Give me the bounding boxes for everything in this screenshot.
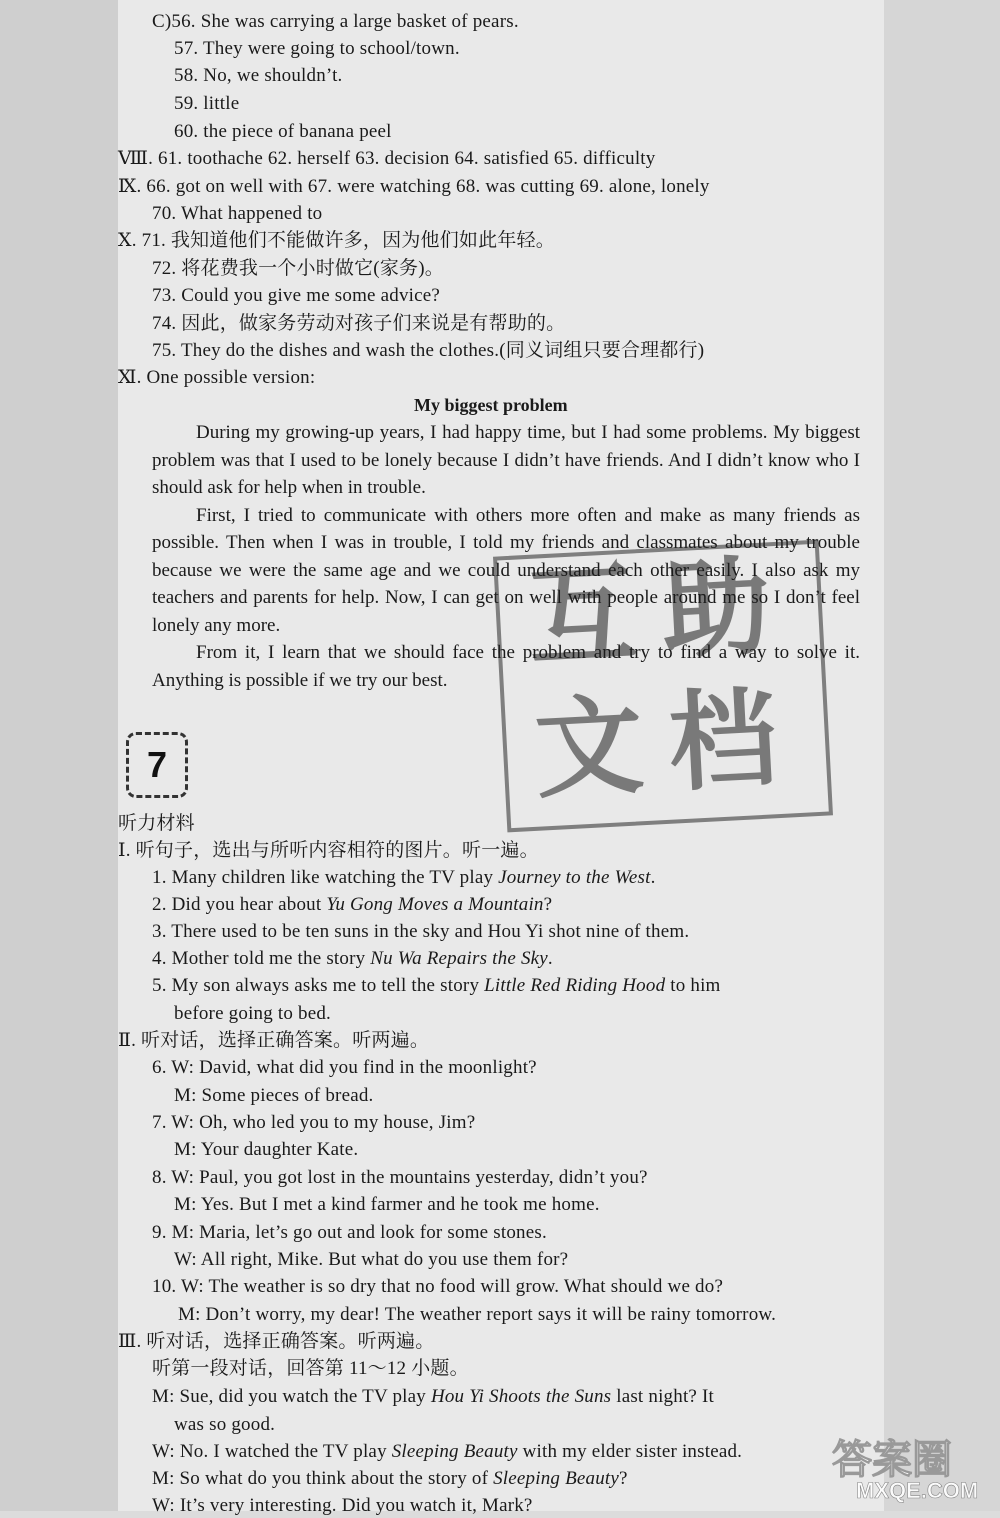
answer-line: 75. They do the dishes and wash the clothes.(同义词组只要合理都行) — [152, 340, 705, 361]
listening-line: 7. W: Oh, who led you to my house, Jim? — [152, 1112, 476, 1133]
answer-line: 59. little — [174, 93, 240, 114]
watermark-line-2: MXQE.COM — [856, 1478, 979, 1503]
listening-line: 8. W: Paul, you got lost in the mountains yesterday, didn’t you? — [152, 1167, 648, 1188]
listening-line: W: It’s very interesting. Did you watch it, Mark? — [152, 1495, 533, 1516]
listening-line: 10. W: The weather is so dry that no food will grow. What should we do? — [152, 1276, 724, 1297]
answer-line: C)56. She was carrying a large basket of pears. — [152, 11, 519, 32]
stamp-char-3: 文 — [531, 683, 647, 814]
watermark-line-1: 答案圈 — [832, 1437, 952, 1483]
listening-line: M: Sue, did you watch the TV play Hou Yi Shoots the Suns last night? It — [152, 1386, 715, 1407]
listening-line: W: All right, Mike. But what do you use them for? — [174, 1249, 569, 1270]
stamp-char-2: 助 — [658, 544, 774, 675]
listening-line: was so good. — [174, 1414, 276, 1435]
answer-line: 73. Could you give me some advice? — [152, 285, 441, 306]
answer-line: 57. They were going to school/town. — [174, 38, 460, 59]
listening-line: M: Don’t worry, my dear! The weather report says it will be rainy tomorrow. — [178, 1304, 777, 1325]
answer-line: Ⅺ. One possible version: — [118, 367, 316, 388]
listening-line: 2. Did you hear about Yu Gong Moves a Mountain? — [152, 894, 553, 915]
answer-line: Ⅸ. 66. got on well with 67. were watching 68. was cutting 69. alone, lonely — [118, 176, 710, 197]
listening-line: M: Your daughter Kate. — [174, 1139, 359, 1160]
essay-paragraph-1: During my growing-up years, I had happy time, but I had some problems. My biggest problem was that I used to be lonely because I didn’t have friends. And I didn’t know who I should ask for help when in trouble. — [152, 422, 860, 498]
answer-line: 74. 因此，做家务劳动对孩子们来说是有帮助的。 — [152, 313, 566, 334]
answer-line: Ⅹ. 71. 我知道他们不能做许多，因为他们如此年轻。 — [118, 230, 555, 251]
answer-line: Ⅷ. 61. toothache 62. herself 63. decision 64. satisfied 65. difficulty — [118, 148, 656, 169]
page-edge-left — [0, 0, 118, 1511]
listening-line: M: So what do you think about the story of Sleeping Beauty? — [152, 1468, 628, 1489]
listening-line: Ⅱ. 听对话，选择正确答案。听两遍。 — [118, 1030, 430, 1051]
answer-line: 72. 将花费我一个小时做它(家务)。 — [152, 258, 444, 279]
listening-line: 9. M: Maria, let’s go out and look for some stones. — [152, 1222, 547, 1243]
listening-line: before going to bed. — [174, 1003, 332, 1024]
listening-line: 听力材料 — [118, 813, 195, 834]
listening-line: 4. Mother told me the story Nu Wa Repairs the Sky. — [152, 948, 553, 969]
listening-line: Ⅰ. 听句子，选出与所听内容相符的图片。听一遍。 — [118, 840, 539, 861]
listening-line: M: Some pieces of bread. — [174, 1085, 374, 1106]
site-watermark-logo — [820, 1420, 1000, 1511]
answer-line: 58. No, we shouldn’t. — [174, 65, 343, 86]
page-edge-right — [884, 0, 1000, 1511]
listening-line: W: No. I watched the TV play Sleeping Beauty with my elder sister instead. — [152, 1441, 743, 1462]
listening-line: 3. There used to be ten suns in the sky and Hou Yi shot nine of them. — [152, 921, 690, 942]
listening-line: 听第一段对话，回答第 11～12 小题。 — [152, 1358, 469, 1379]
essay-paragraph-2: First, I tried to communicate with others more often and make as many friends as possible. Then when I was in trouble, I told my friends and classmates about my trouble because we were the same age and we could understand each other easily. I also ask my teachers and parents for help. Now, I can get on well with people around me so I don’t feel lonely any more. — [152, 504, 860, 636]
watermark-stamp — [493, 540, 833, 833]
essay-title: My biggest problem — [414, 395, 568, 415]
answer-line: 70. What happened to — [152, 203, 323, 224]
stamp-char-1: 互 — [525, 551, 640, 682]
listening-line: 5. My son always asks me to tell the story Little Red Riding Hood to him — [152, 975, 721, 996]
answer-line: 60. the piece of banana peel — [174, 121, 392, 142]
listening-line: Ⅲ. 听对话，选择正确答案。听两遍。 — [118, 1331, 435, 1352]
essay-paragraph-3: From it, I learn that we should face the problem and try to find a way to solve it. Anything is possible if we try our best. — [152, 642, 860, 691]
listening-line: 1. Many children like watching the TV play Journey to the West. — [152, 867, 656, 888]
listening-line: M: Yes. But I met a kind farmer and he took me home. — [174, 1194, 600, 1215]
stamp-char-4: 档 — [665, 676, 781, 807]
section-number-badge: 7 — [126, 732, 188, 798]
listening-line: 6. W: David, what did you find in the moonlight? — [152, 1057, 537, 1078]
